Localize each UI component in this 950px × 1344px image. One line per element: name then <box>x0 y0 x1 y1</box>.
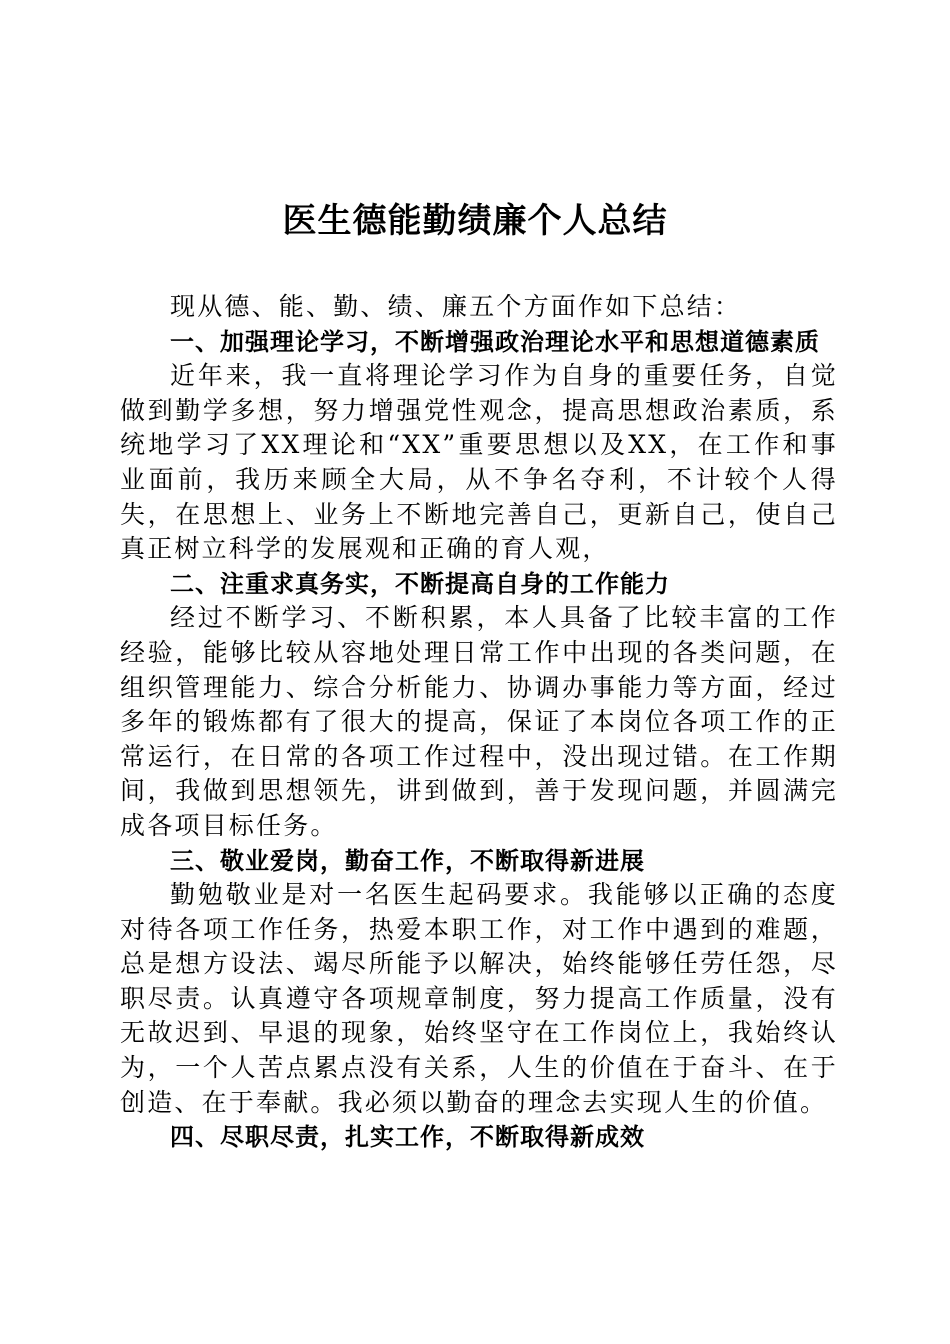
section-4-heading: 四、尽职尽责，扎实工作，不断取得新成效 <box>170 1123 645 1152</box>
intro-paragraph: 现从德、能、勤、绩、廉五个方面作如下总结： <box>170 292 742 321</box>
section-2-paragraph: 经过不断学习、不断积累，本人具备了比较丰富的工作经验，能够比较从容地处理日常工作中出现的各类问题，在组织管理能力、综合分析能力、协调办事能力等方面，经过多年的锻炼都有了很大的提高，保证了本岗位各项工作的正常运行，在日常的各项工作过程中，没出现过错。在工作期间，我做到思想领先，讲到做到，善于发现问题，并圆满完成各项目标任务。 <box>120 603 838 840</box>
section-3-paragraph: 勤勉敬业是对一名医生起码要求。我能够以正确的态度对待各项工作任务，热爱本职工作，对工作中遇到的难题，总是想方设法、竭尽所能予以解决，始终能够任劳任怨，尽职尽责。认真遵守各项规章制度，努力提高工作质量，没有无故迟到、早退的现象，始终坚守在工作岗位上，我始终认为，一个人苦点累点没有关系，人生的价值在于奋斗、在于创造、在于奉献。我必须以勤奋的理念去实现人生的价值。 <box>120 880 838 1117</box>
section-2-heading: 二、注重求真务实，不断提高自身的工作能力 <box>170 569 670 598</box>
section-1-heading: 一、加强理论学习，不断增强政治理论水平和思想道德素质 <box>170 327 820 356</box>
document-body <box>120 290 838 1155</box>
section-1-paragraph: 近年来，我一直将理论学习作为自身的重要任务，自觉做到勤学多想，努力增强党性观念，提高思想政治素质，系统地学习了XX理论和“XX”重要思想以及XX，在工作和事业面前，我历来顾全大局，从不争名夺利，不计较个人得失，在思想上、业务上不断地完善自己，更新自己，使自己真正树立科学的发展观和正确的育人观， <box>120 361 838 564</box>
section-3-heading: 三、敬业爱岗，勤奋工作，不断取得新进展 <box>170 846 645 875</box>
document-title: 医生德能勤绩廉个人总结 <box>282 201 668 241</box>
